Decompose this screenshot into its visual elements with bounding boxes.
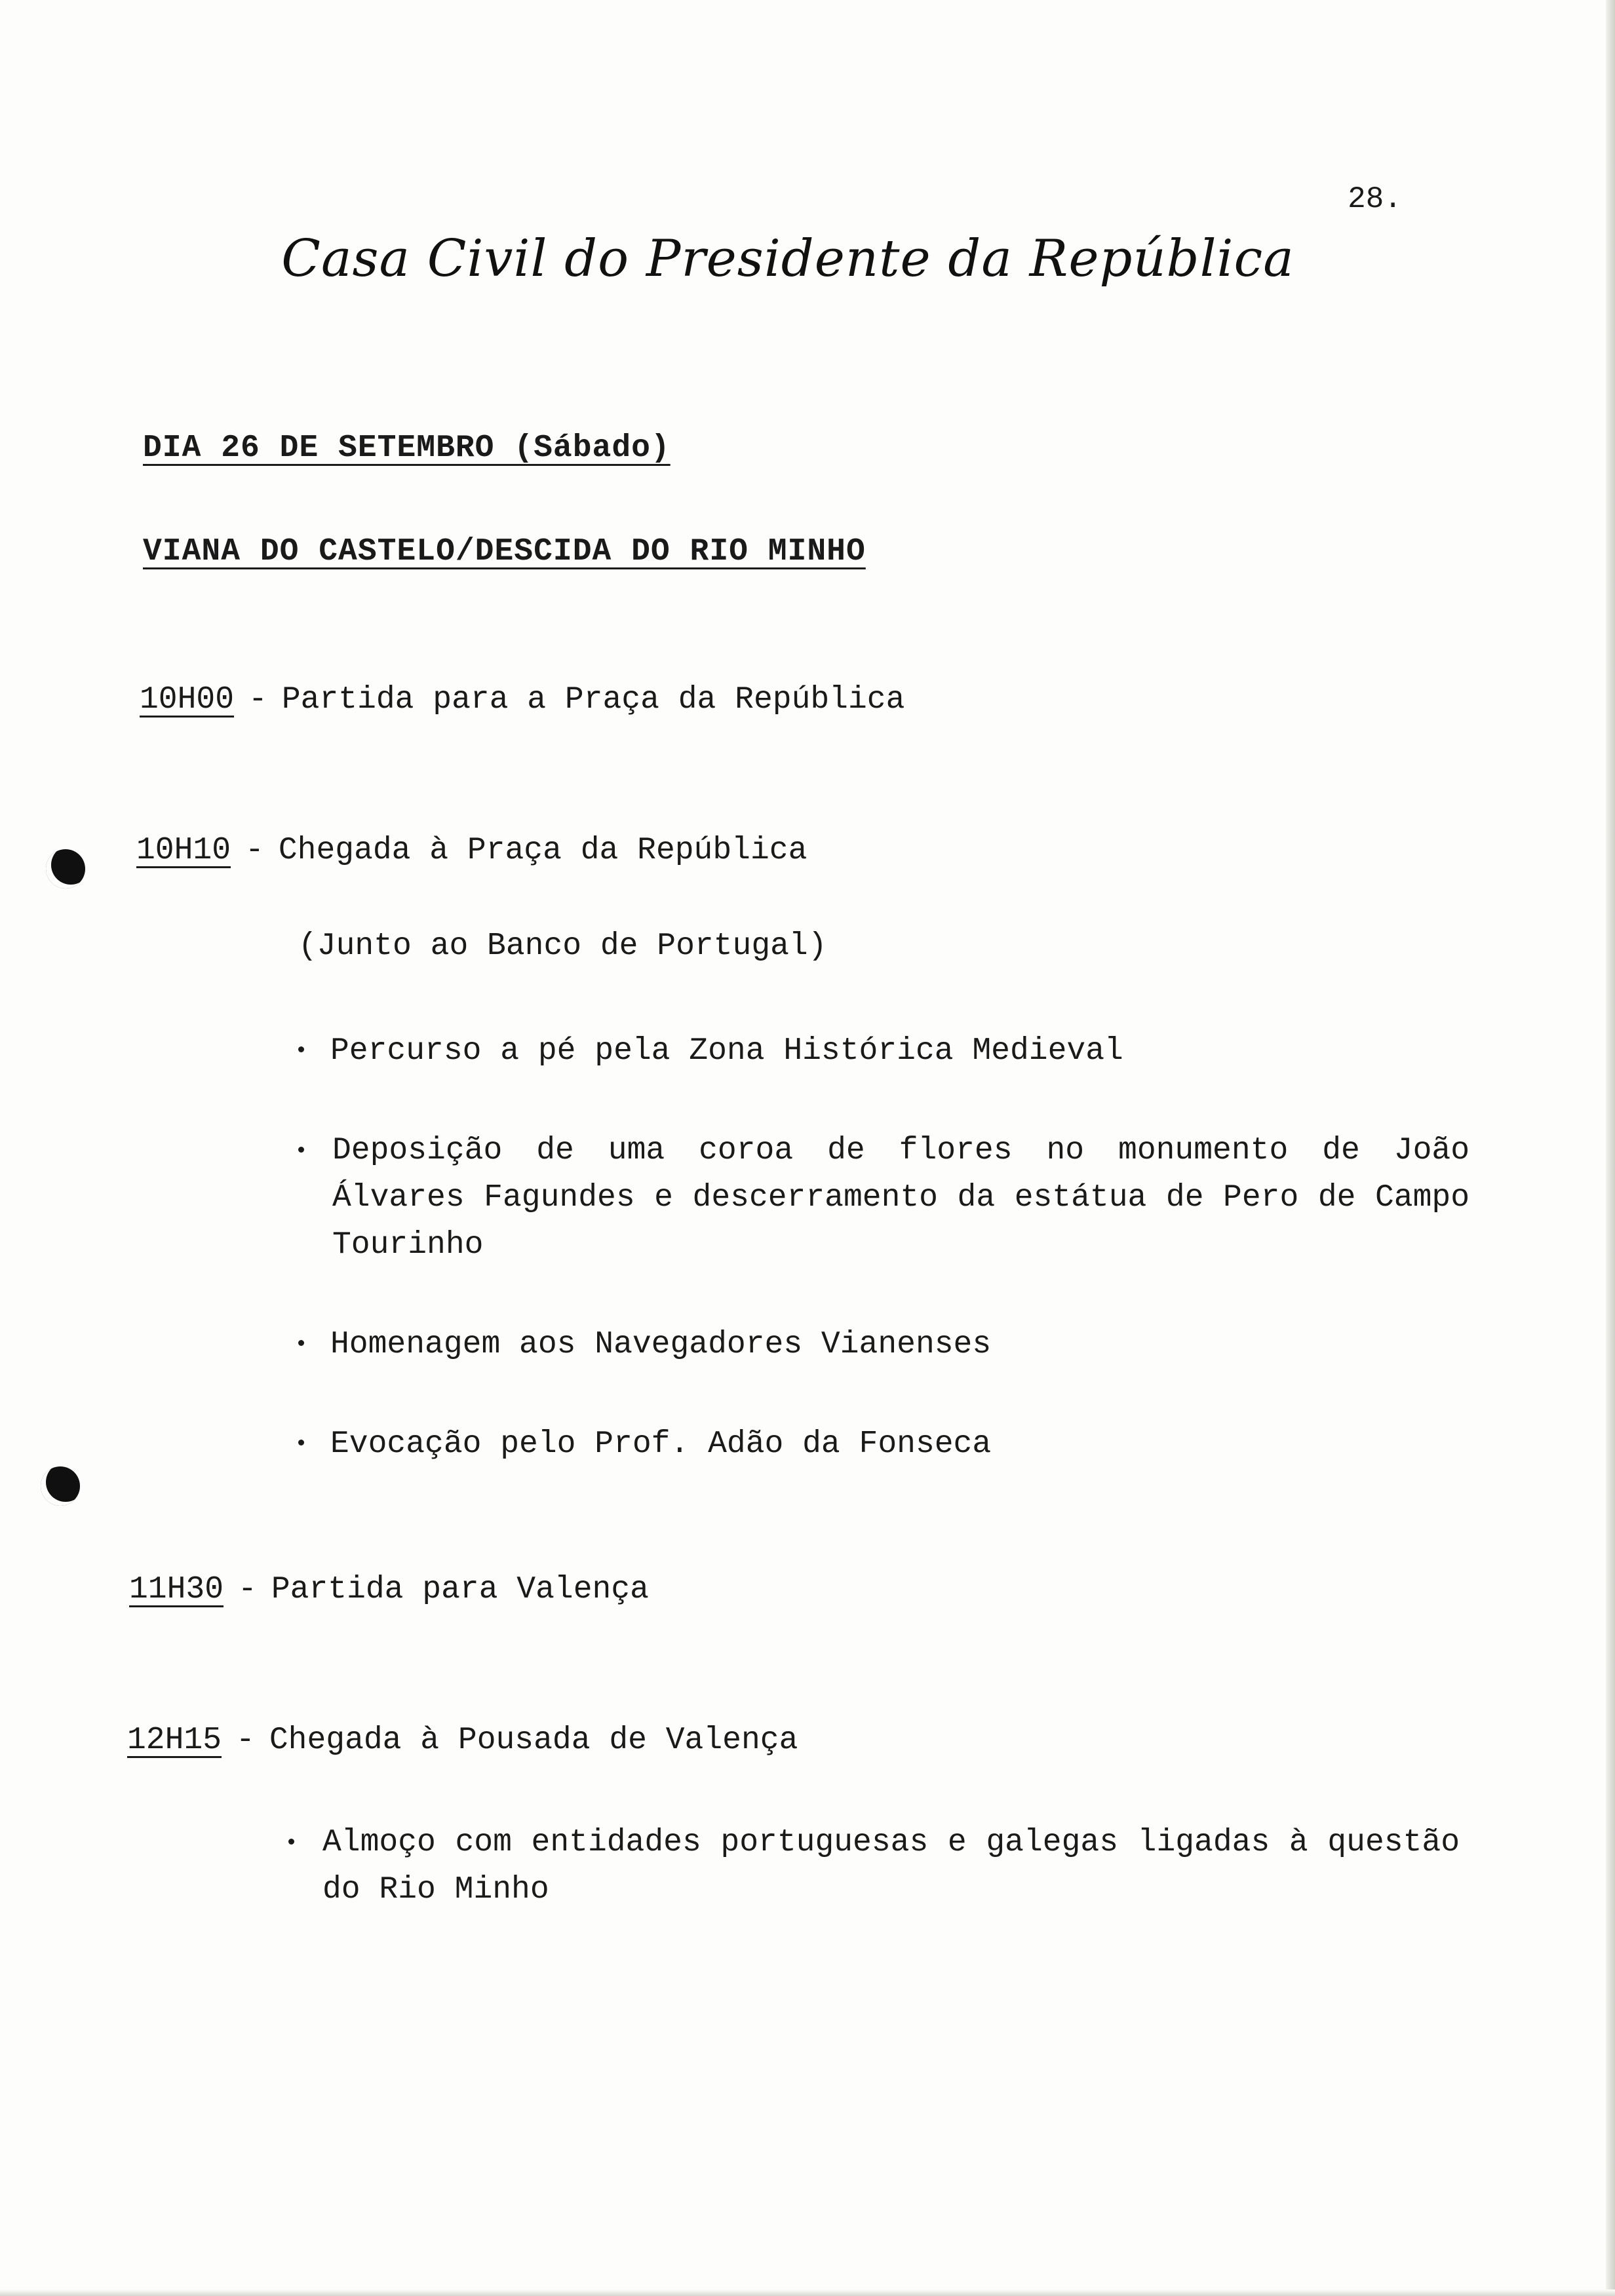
bullet-dot <box>298 1046 304 1052</box>
bullet-item <box>298 1321 991 1368</box>
entry-time: 10H10 <box>136 833 231 868</box>
bullet-text: Percurso a pé pela Zona Histórica Medieval <box>330 1033 1123 1069</box>
bullet-dot <box>298 1340 304 1346</box>
date-heading: DIA 26 DE SETEMBRO (Sábado) <box>143 430 671 466</box>
entry-text: Partida para a Praça da República <box>281 682 905 718</box>
letterhead: Casa Civil do Presidente da República <box>281 229 1294 288</box>
entry-subtitle: (Junto ao Banco de Portugal) <box>298 928 827 964</box>
entry-time: 12H15 <box>127 1723 222 1758</box>
bullet-item <box>288 1819 1460 1913</box>
bullet-item <box>298 1027 1123 1075</box>
entry-separator: - <box>236 1723 255 1758</box>
entry-separator: - <box>238 1572 257 1607</box>
entry-separator: - <box>248 682 267 718</box>
bullet-text: Homenagem aos Navegadores Vianenses <box>330 1327 992 1362</box>
bullet-dot <box>288 1839 294 1845</box>
schedule-entry <box>140 676 905 723</box>
punch-hole <box>46 849 85 889</box>
entry-text: Chegada à Praça da República <box>278 833 808 868</box>
entry-text: Partida para Valença <box>271 1572 649 1607</box>
page-number: 28. <box>1348 182 1402 216</box>
bullet-dot <box>298 1147 304 1153</box>
schedule-entry <box>127 1717 798 1764</box>
bullet-dot <box>298 1440 304 1445</box>
entry-text: Chegada à Pousada de Valença <box>269 1723 798 1758</box>
bullet-text: Almoço com entidades portuguesas e galegas ligadas à questão do Rio Minho <box>322 1825 1460 1907</box>
bullet-text: Deposição de uma coroa de flores no monumento de João Álvares Fagundes e descerramento da estátua de Pero de Campo Tourinho <box>332 1133 1469 1263</box>
entry-time: 10H00 <box>140 682 235 718</box>
bullet-item <box>298 1421 991 1468</box>
location-heading: VIANA DO CASTELO/DESCIDA DO RIO MINHO <box>143 534 866 569</box>
punch-hole <box>41 1466 80 1506</box>
schedule-entry <box>129 1566 649 1613</box>
bullet-text: Evocação pelo Prof. Adão da Fonseca <box>330 1426 992 1462</box>
page-edge <box>0 2289 1615 2296</box>
entry-separator: - <box>245 833 264 868</box>
schedule-entry <box>136 827 807 874</box>
bullet-item <box>298 1127 1469 1269</box>
entry-time: 11H30 <box>129 1572 224 1607</box>
page-edge <box>1606 0 1615 2296</box>
